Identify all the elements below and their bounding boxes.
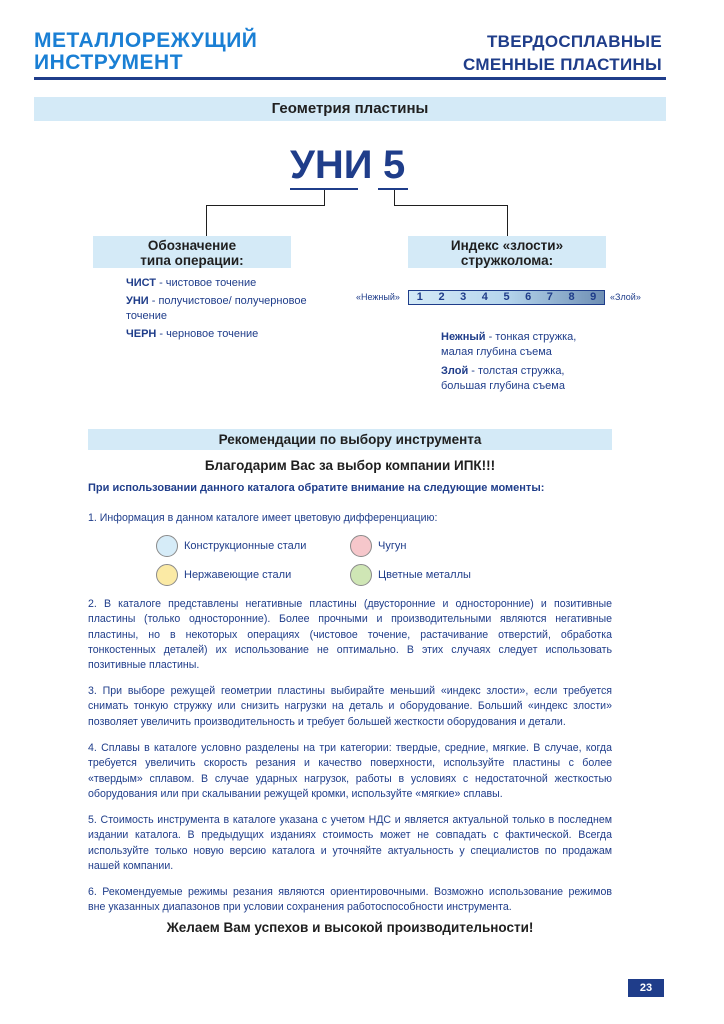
scale-definitions — [441, 330, 611, 398]
scale-label-soft: «Нежный» — [356, 292, 400, 302]
operation-type-line1: Обозначение — [147, 238, 237, 253]
connector-left-vertical-top — [324, 190, 325, 206]
scale-value: 2 — [438, 291, 445, 303]
closing-wish: Желаем Вам успехов и высокой производительности! — [166, 920, 534, 935]
paragraph-1: 1. Информация в данном каталоге имеет цветовую дифференциацию: — [88, 512, 438, 524]
connector-left-horizontal — [206, 205, 325, 206]
scale-value: 6 — [525, 291, 532, 303]
legend-structural-steel — [156, 535, 306, 557]
connector-right-horizontal — [394, 205, 508, 206]
scale-value: 8 — [568, 291, 575, 303]
paragraph-5: 5. Стоимость инструмента в каталоге указана с учетом НДС и является актуальной только в последнем издании каталога. В предыдущих изданиях стоимость может не совпадать с фактической. Всегда используйте только новую версию каталога и уточняйте актуальность у специалистов по продажам нашей компании. — [88, 814, 612, 872]
recommendations-title: Рекомендации по выбору инструмента — [88, 429, 612, 450]
connector-right-vertical-top — [394, 190, 395, 206]
connector-right-vertical-bottom — [507, 205, 508, 236]
scale-label-hard: «Злой» — [610, 292, 641, 302]
operation-item: ЧЕРН - черновое точение — [126, 328, 259, 340]
chipbreaker-index-line1: Индекс «злости» — [450, 238, 564, 253]
scale-value: 4 — [481, 291, 488, 303]
header-left-line2: ИНСТРУМЕНТ — [34, 51, 184, 74]
header-right-line2: СМЕННЫЕ ПЛАСТИНЫ — [463, 55, 662, 74]
connector-left-vertical-bottom — [206, 205, 207, 236]
header-divider — [34, 77, 666, 80]
legend-label: Конструкционные стали — [184, 540, 307, 552]
paragraph-4: 4. Сплавы в каталоге условно разделены на три категории: твердые, средние, мягкие. В случае, когда требуется увеличить скорость резания и качество поверхности, используйте пластины с более «твердым» сплавом. В случае ударных нагрузок, работы в условиях с недостаточной жесткостью оборудования или при скалывании режущей кромки, используйте «мягкие» сплавы. — [88, 742, 612, 800]
legend-swatch — [156, 535, 178, 557]
chipbreaker-index-line2: стружколома: — [460, 253, 554, 268]
paragraph-6: 6. Рекомендуемые режимы резания являются ориентировочными. Возможно использование режимов вне указанных диапазонов при условии сохранения работоспособности инструмента. — [88, 886, 612, 914]
scale-value: 5 — [503, 291, 510, 303]
header-right-line1: ТВЕРДОСПЛАВНЫЕ — [486, 32, 662, 51]
geometry-section-title: Геометрия пластины — [34, 97, 666, 121]
legend-swatch — [156, 564, 178, 586]
operation-type-box — [93, 236, 291, 268]
operation-type-line2: типа операции: — [140, 253, 244, 268]
soft-definition: Нежный - тонкая стружка, малая глубина съема — [441, 331, 577, 358]
scale-value: 9 — [590, 291, 597, 303]
chipbreaker-index-box — [408, 236, 606, 268]
legend-label: Нержавеющие стали — [184, 569, 292, 581]
code-underline-index — [378, 188, 408, 190]
operation-item: УНИ - получистовое/ получерновое точение — [126, 295, 307, 322]
aggressiveness-scale — [408, 290, 605, 305]
page-number: 23 — [628, 979, 664, 997]
header-right-title — [463, 30, 662, 76]
header-left-title — [34, 30, 257, 74]
operation-definitions — [126, 276, 316, 345]
operation-item: ЧИСТ - чистовое точение — [126, 277, 257, 289]
legend-stainless-steel — [156, 564, 291, 586]
thanks-heading: Благодарим Вас за выбор компании ИПК!!! — [204, 458, 496, 473]
header-left-line1: МЕТАЛЛОРЕЖУЩИЙ — [34, 29, 258, 52]
legend-label: Цветные металлы — [378, 569, 471, 581]
paragraph-2: 2. В каталоге представлены негативные пластины (двусторонние и односторонние) и позитивные пластины (только односторонние). Более прочными и производительными являются негативные пластины, но в некоторых операциях (чистовое точение, растачивание отверстий, обработка тонкостенных деталей) их использование не оптимально. В этих случаях следует использовать позитивные пластины. — [88, 598, 612, 672]
attention-note: При использовании данного каталога обратите внимание на следующие моменты: — [88, 482, 545, 494]
legend-swatch — [350, 564, 372, 586]
scale-value: 7 — [546, 291, 553, 303]
legend-nonferrous-metals — [350, 564, 471, 586]
scale-value: 1 — [416, 291, 423, 303]
legend-label: Чугун — [378, 540, 407, 552]
insert-code-operation: УНИ — [290, 143, 373, 187]
hard-definition: Злой - толстая стружка, большая глубина съема — [441, 365, 565, 392]
scale-value: 3 — [460, 291, 467, 303]
insert-code-index: 5 — [383, 143, 406, 187]
legend-cast-iron — [350, 535, 406, 557]
paragraph-3: 3. При выборе режущей геометрии пластины выбирайте меньший «индекс злости», если требуется снимать тонкую стружку или снизить нагрузки на деталь и оборудование. Больший «индекс злости» позволяет увеличить производительность и требует большей жесткости оборудования и детали. — [88, 685, 612, 728]
legend-swatch — [350, 535, 372, 557]
